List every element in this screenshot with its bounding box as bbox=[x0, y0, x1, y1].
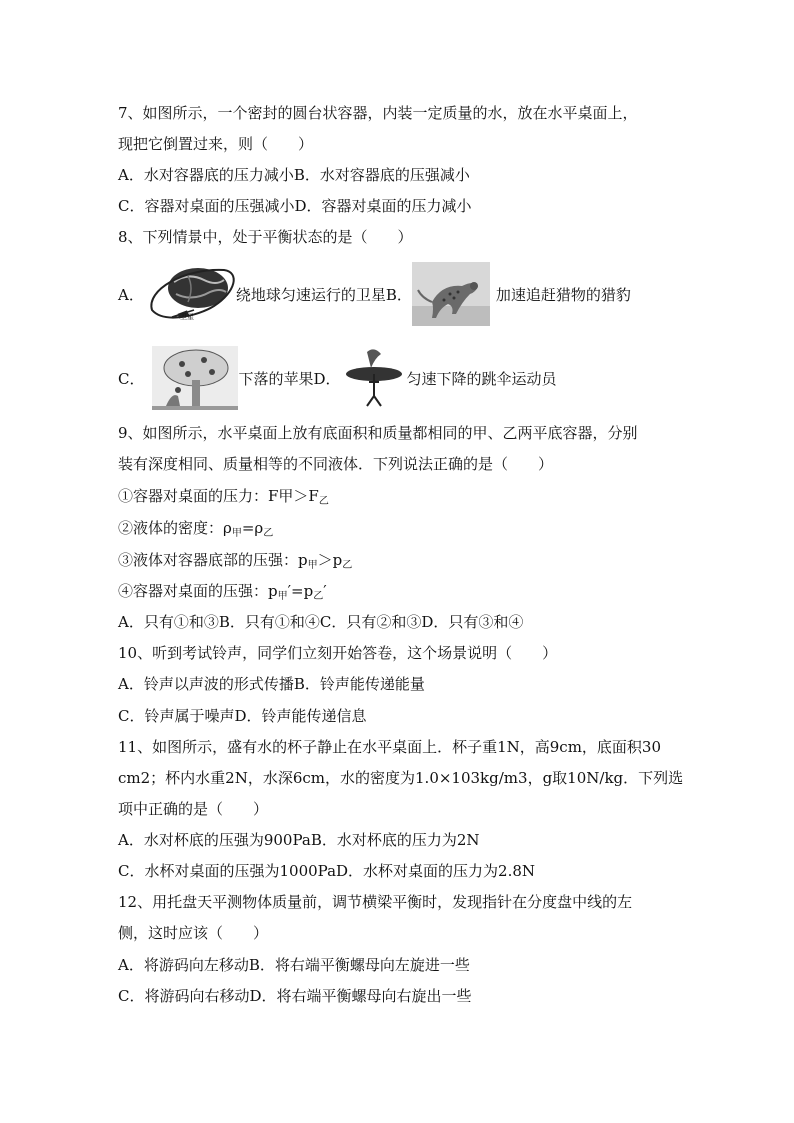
q9-statement-2-mid: =ρ bbox=[241, 519, 264, 537]
q8-option-d-label: D． bbox=[313, 369, 341, 388]
q9-statement-2-sub-1: 甲 bbox=[231, 528, 242, 539]
q8-option-c-label: C． bbox=[118, 369, 145, 388]
q9-statement-2-text: ②液体的密度：ρ bbox=[118, 519, 232, 537]
q11-stem-line-3: 项中正确的是（ ） bbox=[118, 800, 269, 818]
q8-option-b-text: 加速追赶猎物的猎豹 bbox=[495, 285, 631, 304]
q9-statement-4-mid: ′=p bbox=[287, 582, 314, 600]
q8-stem: 8、下列情景中，处于平衡状态的是（ ） bbox=[118, 228, 413, 246]
q11-stem-line-2: cm2；杯内水重2N，水深6cm，水的密度为1.0×103kg/m3，g取10N/kg．下列选 bbox=[118, 769, 684, 787]
q12-stem-line-2: 侧，这时应该（ ） bbox=[118, 924, 269, 942]
q12-stem-line-1: 12、用托盘天平测物体质量前，调节横梁平衡时，发现指针在分度盘中线的左 bbox=[118, 893, 633, 911]
q8-options-ab bbox=[118, 262, 631, 326]
q8-option-b-label: B． bbox=[385, 285, 412, 304]
q12-options-cd: C．将游码向右移动D．将右端平衡螺母向右旋出一些 bbox=[118, 987, 472, 1005]
q8-options-cd bbox=[118, 346, 557, 410]
satellite-caption: 卫星 bbox=[180, 313, 194, 321]
falling-apple-image bbox=[152, 346, 238, 410]
parachutist-image bbox=[341, 346, 407, 410]
q7-options-ab: A．水对容器底的压力减小B．水对容器底的压强减小 bbox=[118, 166, 470, 184]
q9-stem-line-1: 9、如图所示，水平桌面上放有底面积和质量都相同的甲、乙两平底容器，分别 bbox=[118, 424, 638, 442]
q11-options-cd: C．水杯对桌面的压强为1000PaD．水杯对桌面的压力为2.8N bbox=[118, 862, 536, 880]
q8-option-d-text: 匀速下降的跳伞运动员 bbox=[406, 369, 557, 388]
q12-options-ab: A．将游码向左移动B．将右端平衡螺母向左旋进一些 bbox=[118, 956, 470, 974]
q9-statement-4-sub-2: 乙 bbox=[313, 591, 324, 602]
q9-statement-3-mid: ＞p bbox=[317, 551, 343, 569]
q7-options-cd: C．容器对桌面的压强减小D．容器对桌面的压力减小 bbox=[118, 197, 472, 215]
q8-option-a-text: 绕地球匀速运行的卫星 bbox=[235, 285, 386, 304]
q8-option-c-text: 下落的苹果 bbox=[238, 369, 314, 388]
q9-statement-4 bbox=[118, 581, 327, 607]
q9-statement-1 bbox=[118, 486, 329, 512]
q9-statement-1-sub: 乙 bbox=[318, 496, 329, 507]
q9-statement-3-sub-2: 乙 bbox=[342, 560, 353, 571]
q10-options-ab: A．铃声以声波的形式传播B．铃声能传递能量 bbox=[118, 675, 425, 693]
q9-statement-4-sub-1: 甲 bbox=[277, 591, 288, 602]
q9-statement-3-sub-1: 甲 bbox=[307, 560, 318, 571]
q10-options-cd: C．铃声属于噪声D．铃声能传递信息 bbox=[118, 707, 367, 725]
q9-statement-3 bbox=[118, 550, 352, 576]
q7-stem-line-1: 7、如图所示，一个密封的圆台状容器，内装一定质量的水，放在水平桌面上， bbox=[118, 104, 638, 122]
q9-statement-3-text: ③液体对容器底部的压强：p bbox=[118, 551, 308, 569]
q8-option-a-label: A． bbox=[118, 285, 144, 304]
q9-options: A．只有①和③B．只有①和④C．只有②和③D．只有③和④ bbox=[118, 613, 524, 631]
q7-stem-line-2: 现把它倒置过来，则（ ） bbox=[118, 135, 314, 153]
q9-statement-4-text: ④容器对桌面的压强：p bbox=[118, 582, 278, 600]
q11-stem-line-1: 11、如图所示，盛有水的杯子静止在水平桌面上．杯子重1N，高9cm，底面积30 bbox=[118, 738, 662, 756]
q9-statement-1-text: ①容器对桌面的压力：F甲＞F bbox=[118, 487, 319, 505]
q9-statement-4-end: ′ bbox=[323, 582, 327, 600]
q9-statement-2-sub-2: 乙 bbox=[263, 528, 274, 539]
q10-stem: 10、听到考试铃声，同学们立刻开始答卷，这个场景说明（ ） bbox=[118, 644, 558, 662]
q9-statement-2 bbox=[118, 518, 273, 544]
q11-options-ab: A．水对杯底的压强为900PaB．水对杯底的压力为2N bbox=[118, 831, 480, 849]
cheetah-image bbox=[412, 262, 490, 326]
q9-stem-line-2: 装有深度相同、质量相等的不同液体．下列说法正确的是（ ） bbox=[118, 455, 554, 473]
